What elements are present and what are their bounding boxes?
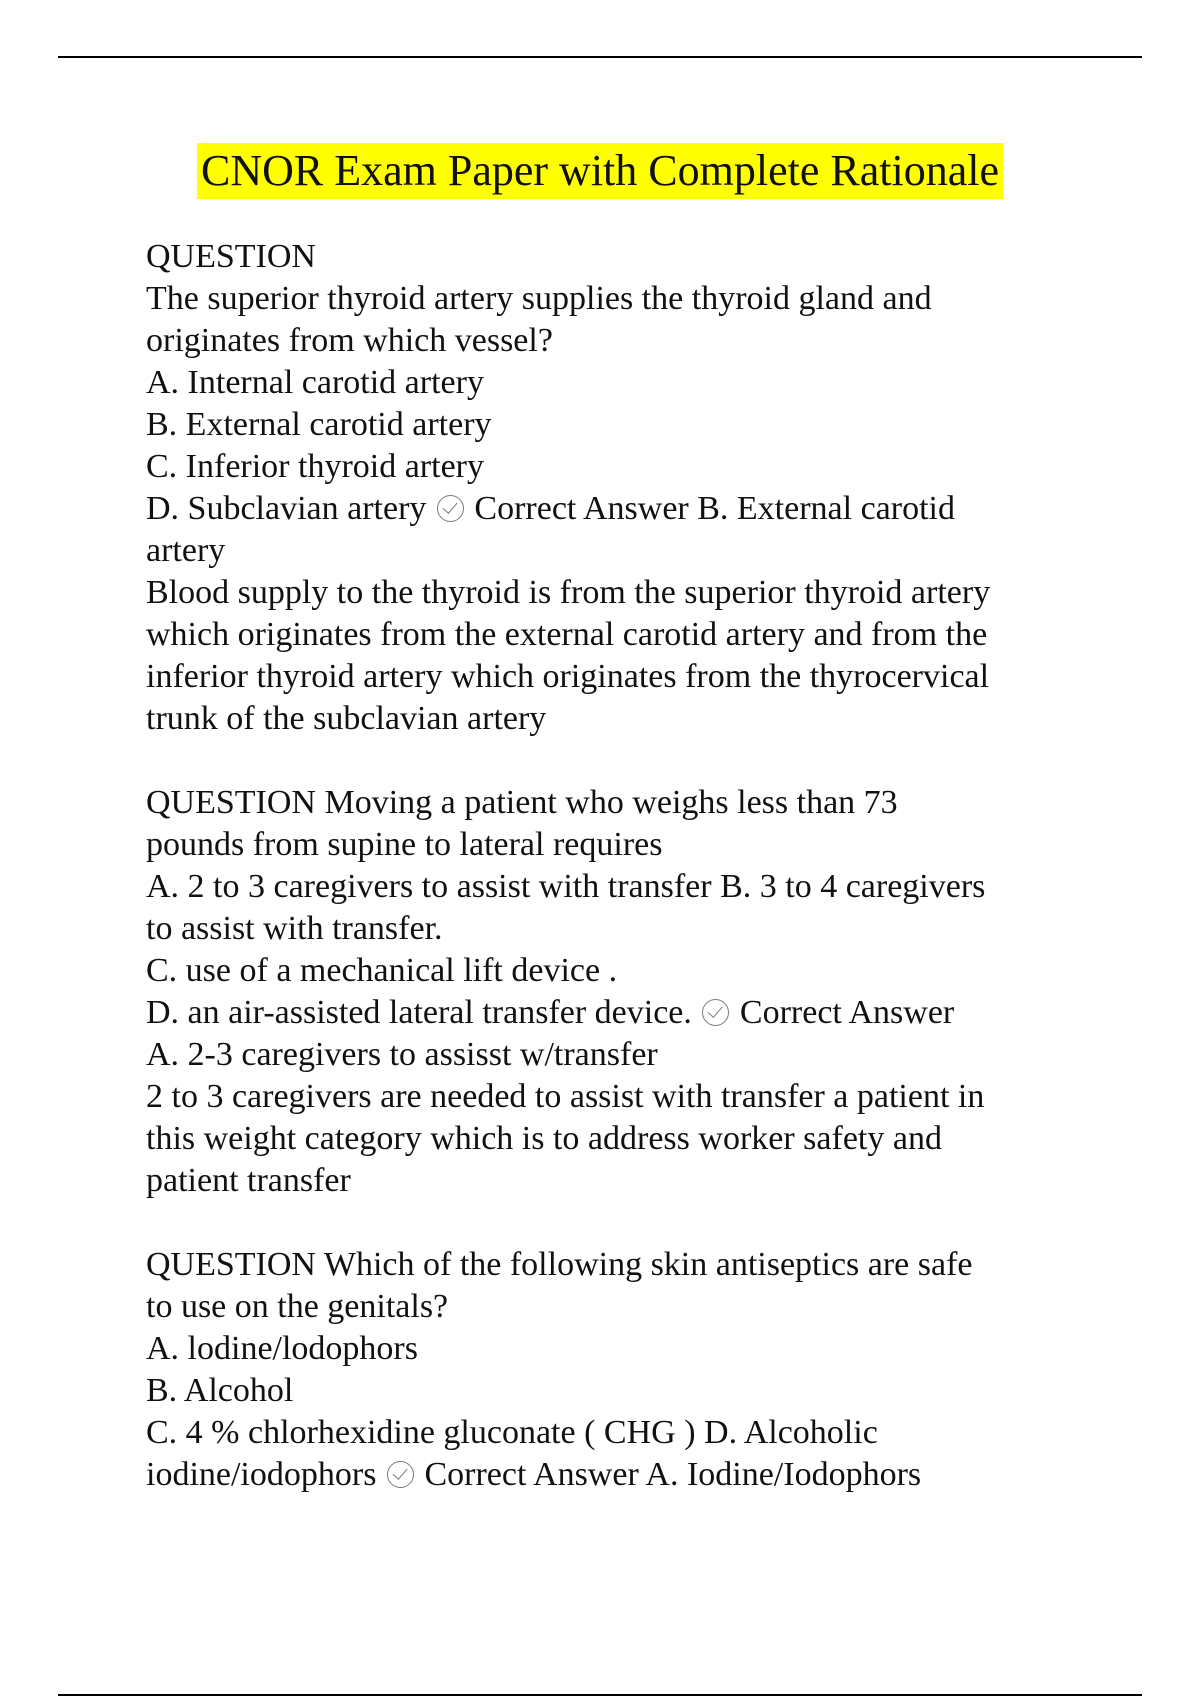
option-c: C. use of a mechanical lift device . bbox=[146, 952, 618, 989]
correct-answer: Correct Answer bbox=[739, 994, 955, 1031]
question-text: The superior thyroid artery supplies the thyroid gland and bbox=[146, 280, 932, 317]
option-d: D. Subclavian artery bbox=[146, 490, 427, 527]
option-a-b: A. 2 to 3 caregivers to assist with transfer B. 3 to 4 caregivers bbox=[146, 868, 986, 905]
question-text: QUESTION Which of the following skin antiseptics are safe bbox=[146, 1246, 973, 1283]
option-d-line bbox=[146, 992, 1081, 1034]
option-a: A. lodine/lodophors bbox=[146, 1330, 418, 1367]
rationale: trunk of the subclavian artery bbox=[146, 700, 547, 737]
option-d: D. an air-assisted lateral transfer device. bbox=[146, 994, 692, 1031]
correct-answer-cont: artery bbox=[146, 532, 226, 569]
check-circle-icon bbox=[437, 495, 464, 522]
question-text: QUESTION Moving a patient who weighs less than 73 bbox=[146, 784, 898, 821]
document-body bbox=[146, 236, 1081, 1496]
question-text: to use on the genitals? bbox=[146, 1288, 449, 1325]
option-c: C. Inferior thyroid artery bbox=[146, 448, 484, 485]
question-block-1 bbox=[146, 236, 1081, 740]
rationale: this weight category which is to address worker safety and bbox=[146, 1120, 942, 1157]
spacer bbox=[146, 1202, 1081, 1244]
rationale: 2 to 3 caregivers are needed to assist with transfer a patient in bbox=[146, 1078, 985, 1115]
correct-answer-cont: A. 2-3 caregivers to assisst w/transfer bbox=[146, 1036, 658, 1073]
option-d-line bbox=[146, 488, 1081, 530]
document-title: CNOR Exam Paper with Complete Rationale bbox=[197, 143, 1003, 199]
option-d-line bbox=[146, 1454, 1081, 1496]
question-block-2 bbox=[146, 782, 1081, 1202]
check-circle-icon bbox=[387, 1461, 414, 1488]
rationale: inferior thyroid artery which originates from the thyrocervical bbox=[146, 658, 990, 695]
title-wrap bbox=[0, 143, 1200, 199]
bottom-rule bbox=[58, 1694, 1142, 1696]
rationale: patient transfer bbox=[146, 1162, 351, 1199]
option-b: B. Alcohol bbox=[146, 1372, 294, 1409]
check-circle-icon bbox=[702, 999, 729, 1026]
option-b-cont: to assist with transfer. bbox=[146, 910, 443, 947]
correct-answer: Correct Answer B. External carotid bbox=[474, 490, 955, 527]
question-text: originates from which vessel? bbox=[146, 322, 553, 359]
option-b: B. External carotid artery bbox=[146, 406, 492, 443]
spacer bbox=[146, 740, 1081, 782]
question-block-3 bbox=[146, 1244, 1081, 1496]
option-a: A. Internal carotid artery bbox=[146, 364, 484, 401]
option-d-cont: iodine/iodophors bbox=[146, 1456, 377, 1493]
correct-answer: Correct Answer A. Iodine/Iodophors bbox=[424, 1456, 922, 1493]
question-heading: QUESTION bbox=[146, 238, 316, 275]
rationale: which originates from the external carotid artery and from the bbox=[146, 616, 988, 653]
rationale: Blood supply to the thyroid is from the superior thyroid artery bbox=[146, 574, 991, 611]
option-c-d: C. 4 % chlorhexidine gluconate ( CHG ) D. Alcoholic bbox=[146, 1414, 878, 1451]
top-rule bbox=[58, 56, 1142, 58]
question-text: pounds from supine to lateral requires bbox=[146, 826, 663, 863]
